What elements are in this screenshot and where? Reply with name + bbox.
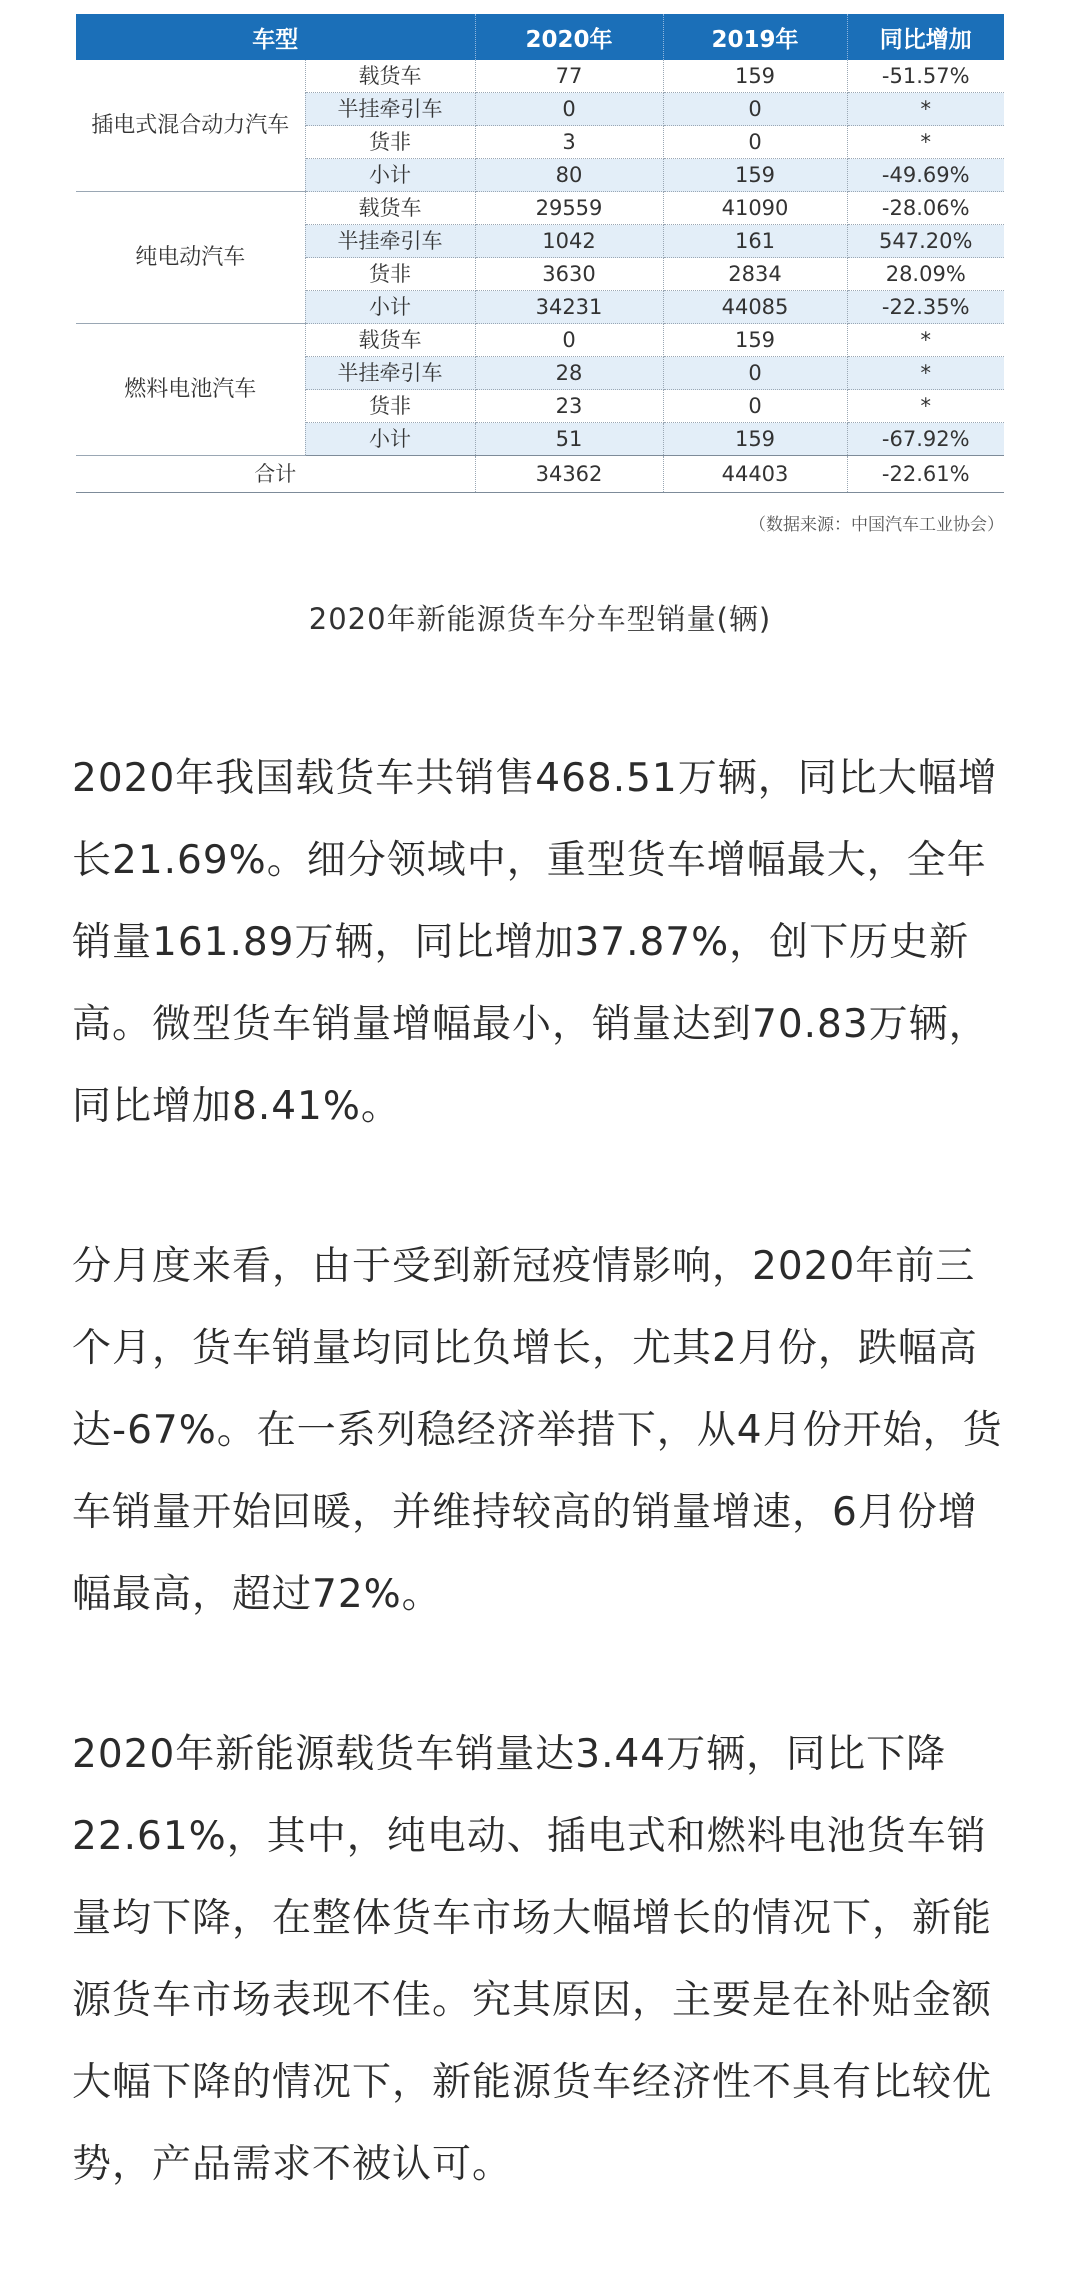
total-yoy: -22.61% [847, 456, 1004, 493]
row-yoy: -22.35% [847, 291, 1004, 324]
row-subtype: 半挂牵引车 [305, 93, 475, 126]
row-2019: 0 [663, 93, 847, 126]
row-yoy: * [847, 126, 1004, 159]
table-row [76, 324, 1004, 357]
row-2020: 51 [475, 423, 663, 456]
row-yoy: * [847, 324, 1004, 357]
row-2019: 0 [663, 357, 847, 390]
row-2020: 77 [475, 60, 663, 93]
row-subtype: 货非 [305, 126, 475, 159]
data-source-note: （数据来源：中国汽车工业协会） [749, 515, 1004, 535]
row-2019: 159 [663, 60, 847, 93]
header-2020: 2020年 [475, 14, 663, 60]
row-2019: 44085 [663, 291, 847, 324]
row-yoy: -49.69% [847, 159, 1004, 192]
row-2019: 0 [663, 126, 847, 159]
row-2019: 159 [663, 423, 847, 456]
row-2020: 0 [475, 93, 663, 126]
row-subtype: 小计 [305, 159, 475, 192]
header-yoy: 同比增加 [847, 14, 1004, 60]
table-row [76, 60, 1004, 93]
article-body [72, 738, 1012, 2284]
row-2020: 29559 [475, 192, 663, 225]
row-yoy: * [847, 390, 1004, 423]
table-caption: 2020年新能源货车分车型销量(辆) [308, 602, 772, 636]
header-vehicle-type: 车型 [76, 14, 475, 60]
total-2019: 44403 [663, 456, 847, 493]
row-subtype: 半挂牵引车 [305, 225, 475, 258]
row-subtype: 货非 [305, 258, 475, 291]
row-2020: 28 [475, 357, 663, 390]
row-yoy: * [847, 357, 1004, 390]
paragraph: 2020年新能源载货车销量达3.44万辆，同比下降22.61%，其中，纯电动、插电式和燃料电池货车销量均下降，在整体货车市场大幅增长的情况下，新能源货车市场表现不佳。究其原因，主要是在补贴金额大幅下降的情况下，新能源货车经济性不具有比较优势，产品需求不被认可。 [72, 1732, 993, 2187]
paragraph: 2020年我国载货车共销售468.51万辆，同比大幅增长21.69%。细分领域中，重型货车增幅最大，全年销量161.89万辆，同比增加37.87%，创下历史新高。微型货车销量增幅最小，销量达到70.83万辆，同比增加8.41%。 [72, 756, 998, 1129]
table-total-row [76, 456, 1004, 493]
sales-table-figure [76, 14, 1004, 493]
row-2020: 3630 [475, 258, 663, 291]
row-2019: 2834 [663, 258, 847, 291]
row-2020: 34231 [475, 291, 663, 324]
row-subtype: 小计 [305, 423, 475, 456]
paragraph: 分月度来看，由于受到新冠疫情影响，2020年前三个月，货车销量均同比负增长，尤其2月份，跌幅高达-67%。在一系列稳经济举措下，从4月份开始，货车销量开始回暖，并维持较高的销量增速，6月份增幅最高，超过72%。 [72, 1244, 1003, 1617]
row-yoy: * [847, 93, 1004, 126]
row-2020: 23 [475, 390, 663, 423]
header-2019: 2019年 [663, 14, 847, 60]
row-subtype: 载货车 [305, 60, 475, 93]
group-name: 纯电动汽车 [76, 192, 305, 324]
group-name: 燃料电池汽车 [76, 324, 305, 456]
sales-table [76, 14, 1004, 493]
total-label: 合计 [76, 456, 475, 493]
row-2019: 159 [663, 324, 847, 357]
table-row [76, 192, 1004, 225]
group-name: 插电式混合动力汽车 [76, 60, 305, 192]
row-2019: 41090 [663, 192, 847, 225]
row-subtype: 载货车 [305, 324, 475, 357]
row-2019: 161 [663, 225, 847, 258]
row-yoy: -51.57% [847, 60, 1004, 93]
row-subtype: 小计 [305, 291, 475, 324]
row-2020: 1042 [475, 225, 663, 258]
row-yoy: -67.92% [847, 423, 1004, 456]
row-2020: 3 [475, 126, 663, 159]
row-2020: 80 [475, 159, 663, 192]
row-subtype: 载货车 [305, 192, 475, 225]
table-body [76, 60, 1004, 456]
row-2020: 0 [475, 324, 663, 357]
row-yoy: 547.20% [847, 225, 1004, 258]
row-2019: 0 [663, 390, 847, 423]
row-subtype: 半挂牵引车 [305, 357, 475, 390]
row-subtype: 货非 [305, 390, 475, 423]
row-2019: 159 [663, 159, 847, 192]
table-header-row [76, 14, 1004, 60]
total-2020: 34362 [475, 456, 663, 493]
row-yoy: 28.09% [847, 258, 1004, 291]
row-yoy: -28.06% [847, 192, 1004, 225]
